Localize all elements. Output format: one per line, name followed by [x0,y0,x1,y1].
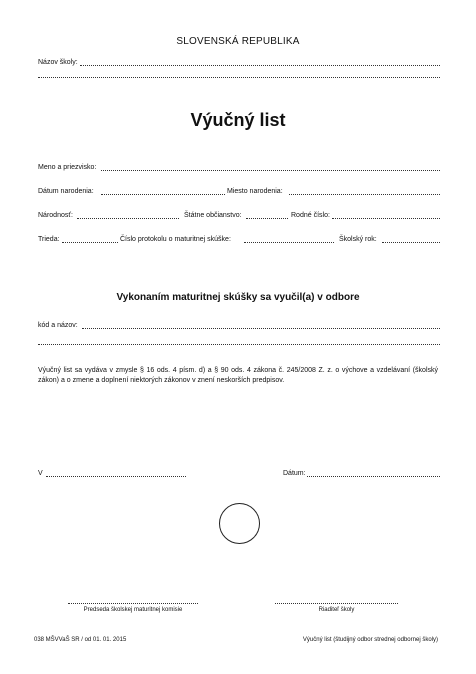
class-field[interactable] [62,242,118,243]
school-field[interactable] [80,65,440,66]
legal-text: Výučný list sa vydáva v zmysle § 16 ods. 4 písm. d) a § 90 ods. 4 zákona č. 245/2008 Z. z. o výchove a vzdelávaní (školský zákon) a o zmene a doplnení niektorých zákonov v znení neskorších predpisov. [38,367,438,384]
country-header: SLOVENSKÁ REPUBLIKA [176,36,300,47]
protocol-field[interactable] [244,242,334,243]
director-signature-label: Riaditeľ školy [318,607,355,613]
protocol-label: Číslo protokolu o maturitnej skúške: [120,236,231,243]
date-label: Dátum: [283,470,306,477]
code-field[interactable] [82,328,440,329]
document-title: Výučný list [190,110,286,130]
place-label: V [38,470,43,477]
school-year-field[interactable] [382,242,440,243]
seal-circle [219,503,260,544]
director-signature-line[interactable] [275,603,398,604]
school-field-line-2[interactable] [38,77,440,78]
school-label: Názov školy: [38,59,78,66]
birth-number-field[interactable] [332,218,440,219]
pob-label: Miesto narodenia: [227,188,283,195]
place-field[interactable] [46,476,186,477]
citizenship-field[interactable] [246,218,288,219]
footer-form-name: Výučný list (študijný odbor strednej odbornej školy) [302,637,438,643]
birth-number-label: Rodné číslo: [291,212,330,219]
code-field-line-2[interactable] [38,344,440,345]
exam-heading: Vykonaním maturitnej skúšky sa vyučil(a) v odbore [116,292,360,303]
chair-signature-line[interactable] [68,603,198,604]
name-label: Meno a priezvisko: [38,164,97,171]
dob-field[interactable] [101,194,225,195]
school-year-label: Školský rok: [339,236,377,243]
code-label: kód a názov: [38,322,78,329]
citizenship-label: Štátne občianstvo: [184,212,242,219]
nationality-label: Národnosť: [38,212,73,219]
footer-form-code: 038 MŠVVaŠ SR / od 01. 01. 2015 [34,637,127,643]
chair-signature-label: Predseda školskej maturitnej komisie [83,607,183,613]
name-field[interactable] [101,170,440,171]
class-label: Trieda: [38,236,60,243]
date-field[interactable] [307,476,440,477]
nationality-field[interactable] [77,218,179,219]
pob-field[interactable] [289,194,440,195]
dob-label: Dátum narodenia: [38,188,94,195]
